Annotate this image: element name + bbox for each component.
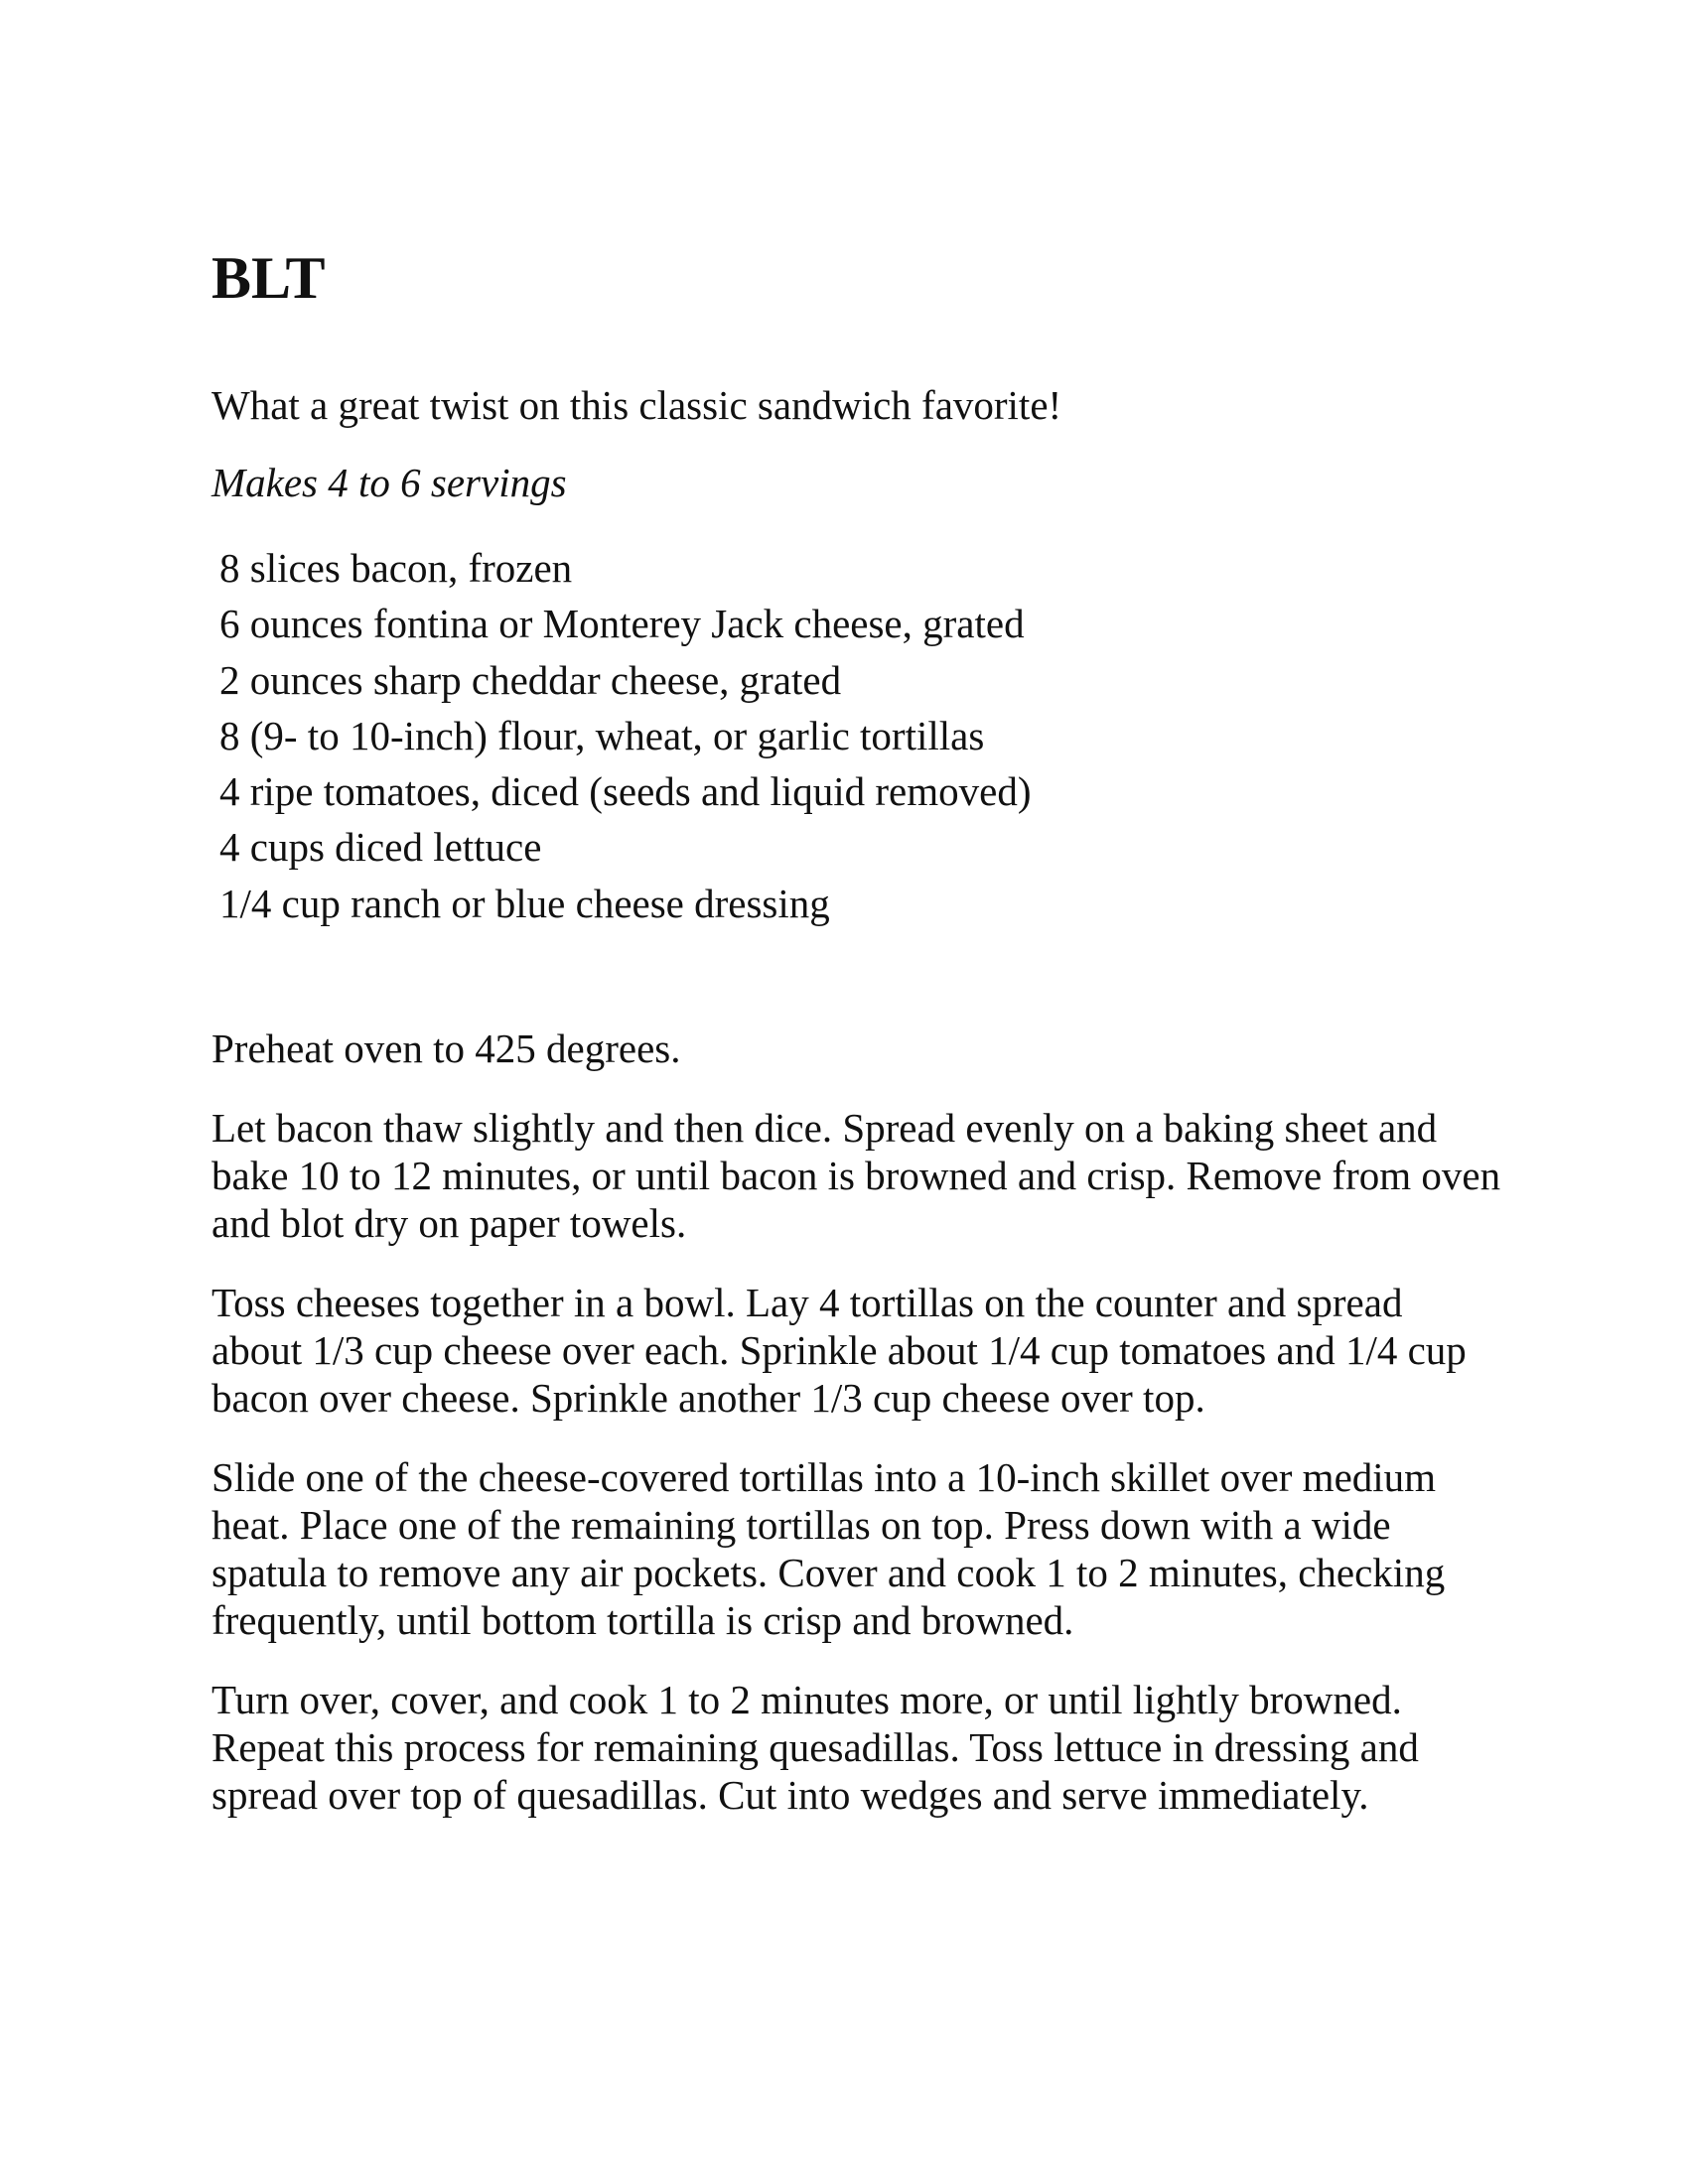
direction-step: Preheat oven to 425 degrees.: [211, 1025, 681, 1072]
ingredient-item: 4 cups diced lettuce: [219, 824, 542, 871]
ingredient-item: 2 ounces sharp cheddar cheese, grated: [219, 656, 842, 703]
direction-step: Let bacon thaw slightly and then dice. Spread evenly on a baking sheet and bake 10 to 12 minutes, or until bacon is browned and crisp. Remove from oven and blot dry on paper towels.: [211, 1105, 1501, 1247]
recipe-page: [211, 245, 1502, 1850]
direction-step: Toss cheeses together in a bowl. Lay 4 tortillas on the counter and spread about 1/3 cup cheese over each. Sprinkle about 1/4 cup tomatoes and 1/4 cup bacon over cheese. Sprinkle another 1/3 cup cheese over top.: [211, 1280, 1467, 1422]
ingredient-item: 4 ripe tomatoes, diced (seeds and liquid removed): [219, 768, 1032, 815]
ingredient-item: 6 ounces fontina or Monterey Jack cheese, grated: [219, 601, 1025, 647]
directions: [211, 1024, 1502, 1819]
servings-note: Makes 4 to 6 servings: [211, 460, 567, 505]
ingredient-item: 8 (9- to 10-inch) flour, wheat, or garlic tortillas: [219, 712, 985, 758]
direction-step: Slide one of the cheese-covered tortillas into a 10-inch skillet over medium heat. Place one of the remaining tortillas on top. Press down with a wide spatula to remove any air pockets. Cover and cook 1 to 2 minutes, checking frequently, until bottom tortilla is crisp and browned.: [211, 1454, 1446, 1644]
recipe-intro: What a great twist on this classic sandwich favorite!: [211, 382, 1062, 428]
direction-step: Turn over, cover, and cook 1 to 2 minutes more, or until lightly browned. Repeat this process for remaining quesadillas. Toss lettuce in dressing and spread over top of quesadillas. Cut into wedges and serve immediately.: [211, 1677, 1419, 1819]
ingredient-list: [219, 540, 1502, 931]
ingredient-item: 1/4 cup ranch or blue cheese dressing: [219, 880, 830, 926]
ingredient-item: 8 slices bacon, frozen: [219, 545, 573, 591]
recipe-title: BLT: [211, 245, 326, 311]
